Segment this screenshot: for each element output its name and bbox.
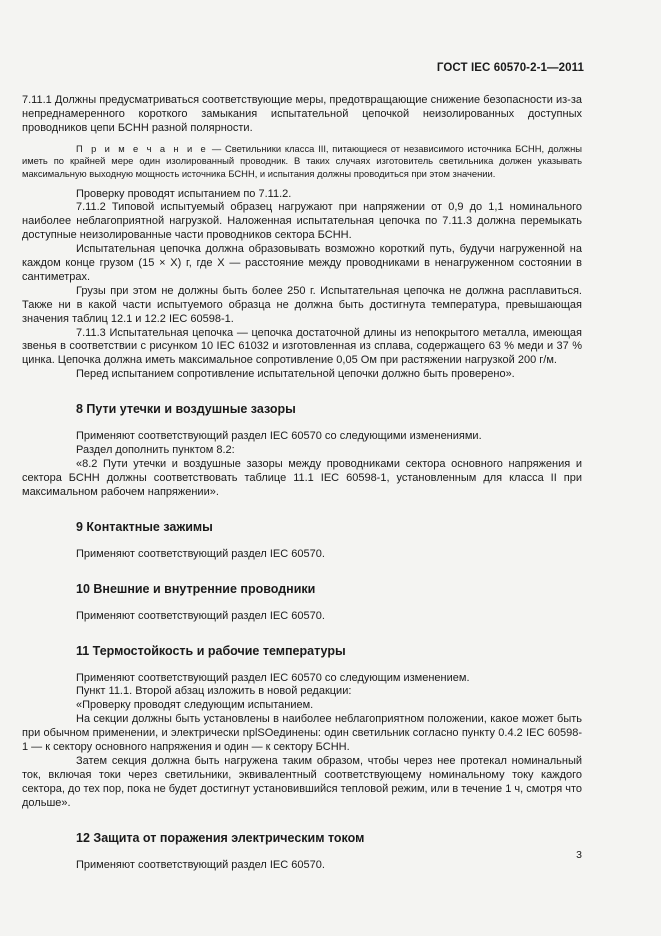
- note-paragraph: [22, 143, 582, 181]
- paragraph-7-11-3: 7.11.3 Испытательная цепочка — цепочка достаточной длины из непокрытого металла, имеющая звенья в соответствии с рисунком 10 IEC 61032 и изготовленная из сплава, содержащего 63 % меди и 37 % цинка. Цепочка должна иметь максимальное сопротивление 0,05 Ом при растяжении нагрузкой 200 г/м.: [22, 326, 582, 367]
- section-12: [22, 831, 582, 873]
- check-7-11-2: Проверку проводят испытанием по 7.11.2.: [76, 187, 292, 200]
- section-line: Применяют соответствующий раздел IEC 60570 со следующим изменением.: [76, 671, 470, 684]
- document-body: [22, 94, 582, 873]
- section-line: «8.2 Пути утечки и воздушные зазоры между проводниками сектора основного напряжения и сектора БСНН должны соответствовать таблице 11.1 IEC 60598-1, установленным для класса II при максимальном рабочем напряжении».: [22, 458, 582, 498]
- paragraph-7-11-1: [22, 94, 582, 136]
- section-10: [22, 582, 582, 624]
- paragraph-before-test: Перед испытанием сопротивление испытательной цепочки должно быть проверено».: [76, 368, 515, 381]
- section-line: Применяют соответствующий раздел IEC 60570.: [76, 609, 325, 622]
- section-title: 11 Термостойкость и рабочие температуры: [76, 643, 346, 658]
- section-line: Раздел дополнить пунктом 8.2:: [76, 444, 235, 457]
- section-line: Применяют соответствующий раздел IEC 60570.: [76, 858, 325, 871]
- section-9: [22, 520, 582, 562]
- section-title: 12 Защита от поражения электрическим током: [76, 830, 365, 845]
- section-title: 9 Контактные зажимы: [76, 519, 213, 534]
- section-line: На секции должны быть установлены в наиболее неблагоприятном положении, какое может быть при обычном применении, и электрически nplSOединены: один светильник согласно пункту 0.4.2 IEC 60598-1 — к сектору основного напряжения и один — к сектору БСНН.: [22, 713, 582, 754]
- note: [22, 143, 582, 181]
- paragraph-7-11-2: 7.11.2 Типовой испытуемый образец нагружают при напряжении от 0,9 до 1,1 номинального наиболее неблагоприятной нагрузкой. Наложенная испытательная цепочка по 7.11.3 должна перемыкать доступные неизолированные части проводников сектора БСНН.: [22, 201, 582, 242]
- section-line: Затем секция должна быть нагружена таким образом, чтобы через нее протекал номинальный ток, включая токи через светильники, эквивалентный соответствующему номинальному току каждого сектора, до тех пор, пока не будет достигнут установившийся тепловой режим, или в течение 1 ч, смотря что дольше».: [22, 754, 582, 809]
- page-number: 3: [576, 849, 582, 861]
- note-text: — Светильники класса III, питающиеся от независимого источника БСНН, должны иметь по крайней мере один изолированный проводник. В таких случаях изготовитель светильника должен указывать максимальную выходную мощность источника БСНН, и испытания должны проводиться при этом значении.: [22, 142, 582, 179]
- note-label: П р и м е ч а н и е: [76, 142, 209, 154]
- paragraph-chain: Испытательная цепочка должна образовывать возможно короткий путь, будучи нагруженной на каждом конце грузом (15 × X) г, где X — расстояние между проводниками в ненагруженном состоянии в сантиметрах.: [22, 243, 582, 283]
- standard-designation: ГОСТ IEC 60570-2-1—2011: [436, 62, 584, 74]
- paragraph-weights: Грузы при этом не должны быть более 250 г. Испытательная цепочка не должна расплавиться. Также ни в какой части испытуемого образца не должна быть достигнута температура, превышающая значения таблиц 12.1 и 12.2 IEC 60598-1.: [22, 284, 582, 325]
- section-line: Пункт 11.1. Второй абзац изложить в новой редакции:: [76, 685, 352, 698]
- section-title: 8 Пути утечки и воздушные зазоры: [76, 402, 296, 417]
- clause-7-11: [22, 94, 582, 382]
- section-title: 10 Внешние и внутренние проводники: [76, 581, 316, 596]
- section-11: [22, 644, 582, 811]
- section-line: «Проверку проводят следующим испытанием.: [76, 699, 314, 712]
- section-8: [22, 402, 582, 500]
- paragraph-text: 7.11.1 Должны предусматриваться соответствующие меры, предотвращающие снижение безопасности из-за непреднамеренного короткого замыкания испытательной цепочкой неизолированных доступных проводников цепи БСНН разной полярности.: [22, 94, 582, 134]
- section-line: Применяют соответствующий раздел IEC 60570.: [76, 547, 325, 560]
- section-line: Применяют соответствующий раздел IEC 60570 со следующими изменениями.: [76, 430, 482, 443]
